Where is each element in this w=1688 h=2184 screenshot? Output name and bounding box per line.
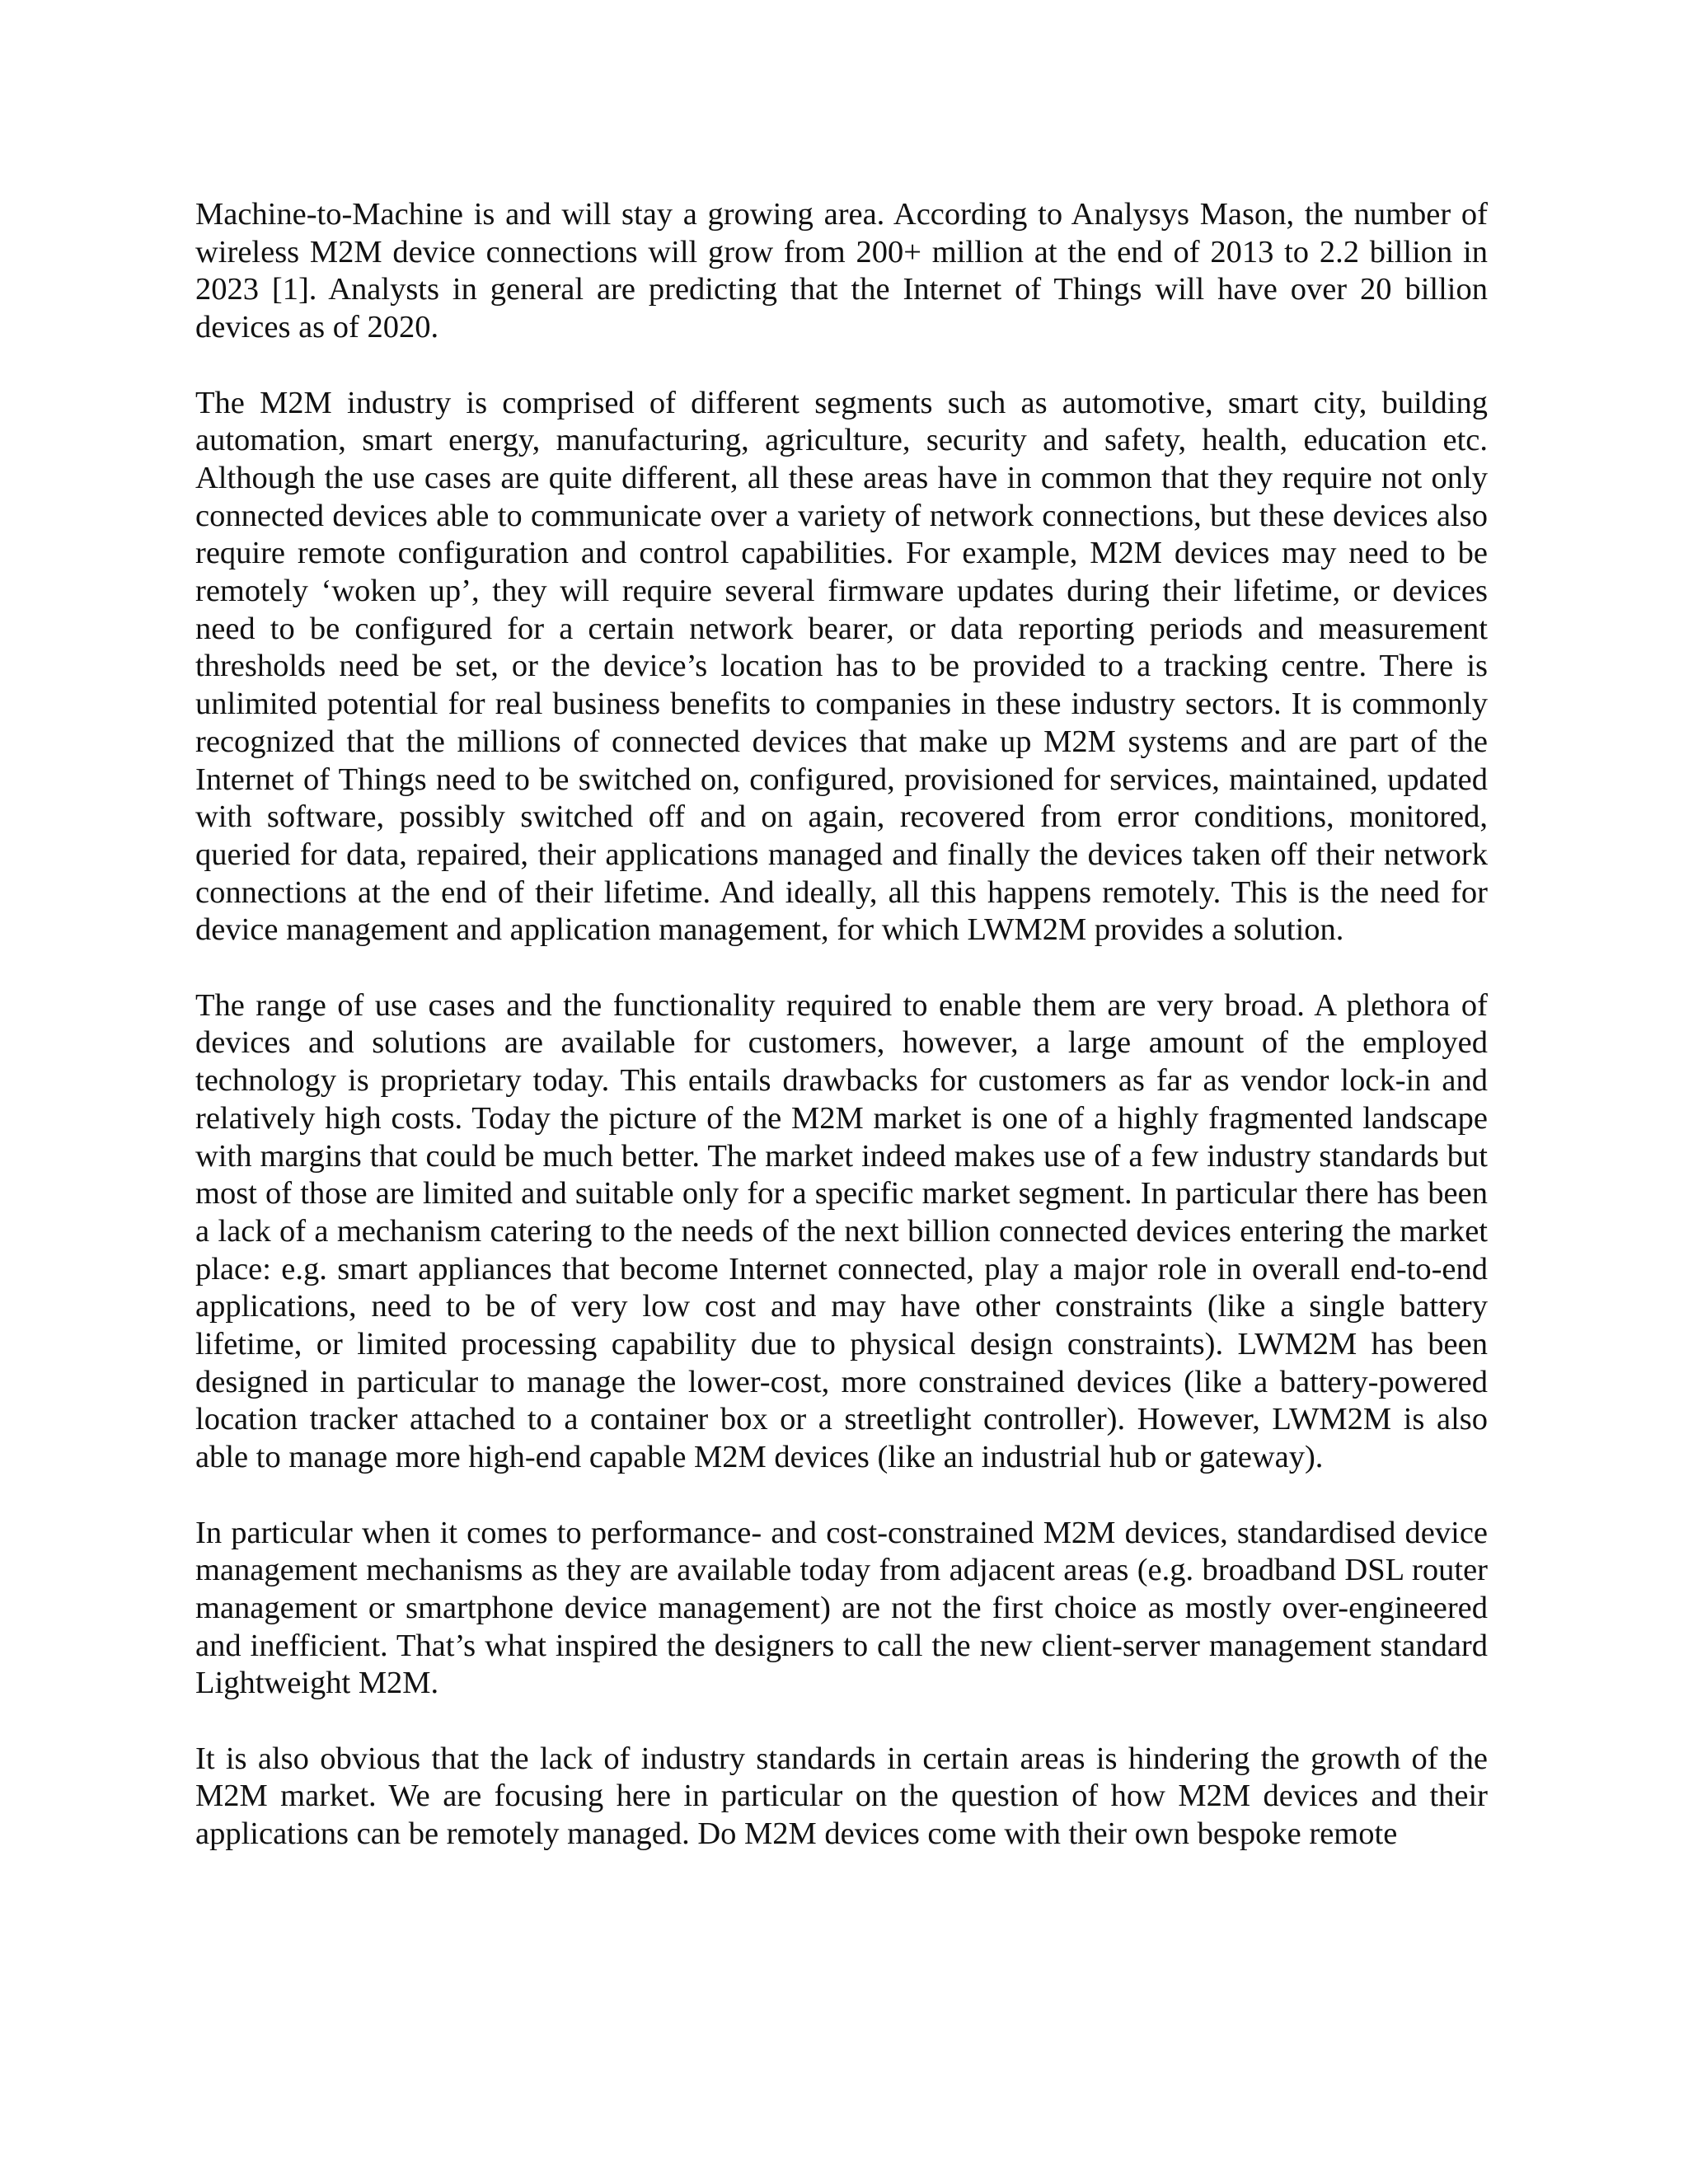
paragraph-m2m-growth: Machine-to-Machine is and will stay a growing area. According to Analysys Mason, the number of wireless M2M device connections will grow from 200+ million at the end of 2013 to 2.2 billion in 2023 [1]. Analysts in general are predicting that the Internet of Things will have over 20 billion devices as of 2020. [195, 197, 1488, 345]
document-page [195, 196, 1488, 1854]
paragraph-lack-of-standards: It is also obvious that the lack of industry standards in certain areas is hindering the growth of the M2M market. We are focusing here in particular on the question of how M2M devices and their applications can be remotely managed. Do M2M devices come with their own bespoke remote [195, 1741, 1488, 1852]
paragraph-use-cases-range: The range of use cases and the functionality required to enable them are very broad. A plethora of devices and solutions are available for customers, however, a large amount of the employed technology is proprietary today. This entails drawbacks for customers as far as vendor lock-in and relatively high costs. Today the picture of the M2M market is one of a highly fragmented landscape with margins that could be much better. The market indeed makes use of a few industry standards but most of those are limited and suitable only for a specific market segment. In particular there has been a lack of a mechanism catering to the needs of the next billion connected devices entering the market place: e.g. smart appliances that become Internet connected, play a major role in overall end-to-end applications, need to be of very low cost and may have other constraints (like a single battery lifetime, or limited processing capability due to physical design constraints). LWM2M has been designed in particular to manage the lower-cost, more constrained devices (like a battery-powered location tracker attached to a container box or a streetlight controller). However, LWM2M is also able to manage more high-end capable M2M devices (like an industrial hub or gateway). [195, 987, 1488, 1475]
paragraph-constrained-devices: In particular when it comes to performance- and cost-constrained M2M devices, standardised device management mechanisms as they are available today from adjacent areas (e.g. broadband DSL router management or smartphone device management) are not the first choice as mostly over-engineered and inefficient. That’s what inspired the designers to call the new client-server management standard Lightweight M2M. [195, 1515, 1488, 1701]
paragraph-m2m-industry-segments: The M2M industry is comprised of different segments such as automotive, smart city, building automation, smart energy, manufacturing, agriculture, security and safety, health, education etc. Although the use cases are quite different, all these areas have in common that they require not only connected devices able to communicate over a variety of network connections, but these devices also require remote configuration and control capabilities. For example, M2M devices may need to be remotely ‘woken up’, they will require several firmware updates during their lifetime, or devices need to be configured for a certain network bearer, or data reporting periods and measurement thresholds need be set, or the device’s location has to be provided to a tracking centre. There is unlimited potential for real business benefits to companies in these industry sectors. It is commonly recognized that the millions of connected devices that make up M2M systems and are part of the Internet of Things need to be switched on, configured, provisioned for services, maintained, updated with software, possibly switched off and on again, recovered from error conditions, monitored, queried for data, repaired, their applications managed and finally the devices taken off their network connections at the end of their lifetime. And ideally, all this happens remotely. This is the need for device management and application management, for which LWM2M provides a solution. [195, 385, 1488, 948]
